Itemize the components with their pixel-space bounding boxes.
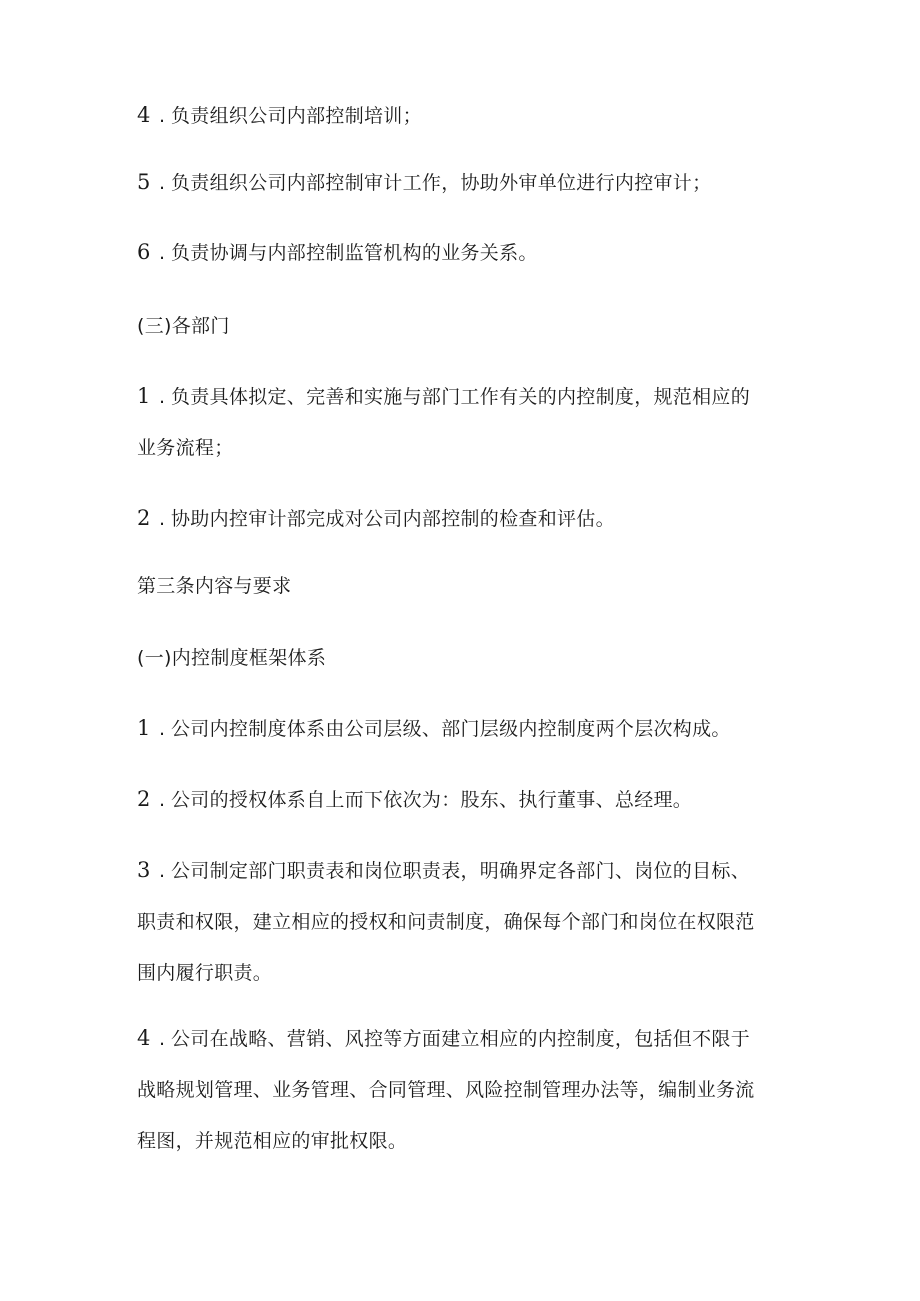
item-text: 负责组织公司内部控制培训； [171, 105, 422, 127]
item-text: 负责具体拟定、完善和实施与部门工作有关的内控制度，规范相应的 [171, 386, 751, 408]
list-item [137, 164, 797, 201]
item-text: 公司的授权体系自上而下依次为：股东、执行董事、总经理。 [171, 789, 693, 811]
item-separator: . [159, 1028, 166, 1050]
item-number: 5 [137, 170, 151, 194]
item-number: 2 [137, 506, 151, 530]
item-separator: . [159, 860, 166, 882]
item-row [137, 1123, 797, 1159]
item-text: 业务流程； [137, 437, 234, 459]
item-text: 公司在战略、营销、风控等方面建立相应的内控制度，包括但不限于 [171, 1028, 751, 1050]
item-number: 3 [137, 858, 151, 882]
section-heading [137, 640, 797, 676]
item-separator: . [159, 508, 166, 530]
item-row [137, 378, 797, 415]
list-item [137, 378, 797, 466]
list-item [137, 781, 797, 818]
item-separator: . [159, 718, 166, 740]
item-text: 围内履行职责。 [137, 962, 273, 984]
item-text: 负责协调与内部控制监管机构的业务关系。 [171, 242, 538, 264]
item-separator: . [159, 172, 166, 194]
item-separator: . [159, 105, 166, 127]
list-item [137, 852, 797, 991]
item-separator: . [159, 386, 166, 408]
item-number: 6 [137, 240, 151, 264]
item-text: 程图，并规范相应的审批权限。 [137, 1130, 408, 1152]
item-text: 职责和权限，建立相应的授权和问责制度，确保每个部门和岗位在权限范 [137, 911, 755, 933]
item-text: 协助内控审计部完成对公司内部控制的检查和评估。 [171, 508, 615, 530]
item-number: 4 [137, 1026, 151, 1050]
heading-text: 第三条内容与要求 [137, 575, 292, 597]
list-item [137, 97, 797, 134]
item-number: 4 [137, 103, 151, 127]
item-row [137, 1020, 797, 1057]
heading-text: (一)内控制度框架体系 [137, 647, 327, 669]
list-item [137, 710, 797, 747]
section-heading [137, 308, 797, 344]
item-row [137, 430, 797, 466]
list-item [137, 234, 797, 271]
item-row [137, 852, 797, 889]
item-text: 公司内控制度体系由公司层级、部门层级内控制度两个层次构成。 [171, 718, 731, 740]
item-number: 2 [137, 787, 151, 811]
item-number: 1 [137, 716, 151, 740]
list-item [137, 1020, 797, 1159]
item-separator: . [159, 242, 166, 264]
item-text: 战略规划管理、业务管理、合同管理、风险控制管理办法等，编制业务流 [137, 1079, 755, 1101]
item-number: 1 [137, 384, 151, 408]
item-row [137, 955, 797, 991]
article-heading [137, 568, 797, 604]
heading-text: (三)各部门 [137, 315, 230, 337]
item-row [137, 904, 797, 940]
item-text: 负责组织公司内部控制审计工作，协助外审单位进行内控审计； [171, 172, 712, 194]
item-text: 公司制定部门职责表和岗位职责表，明确界定各部门、岗位的目标、 [171, 860, 751, 882]
list-item [137, 500, 797, 537]
item-row [137, 1072, 797, 1108]
item-separator: . [159, 789, 166, 811]
